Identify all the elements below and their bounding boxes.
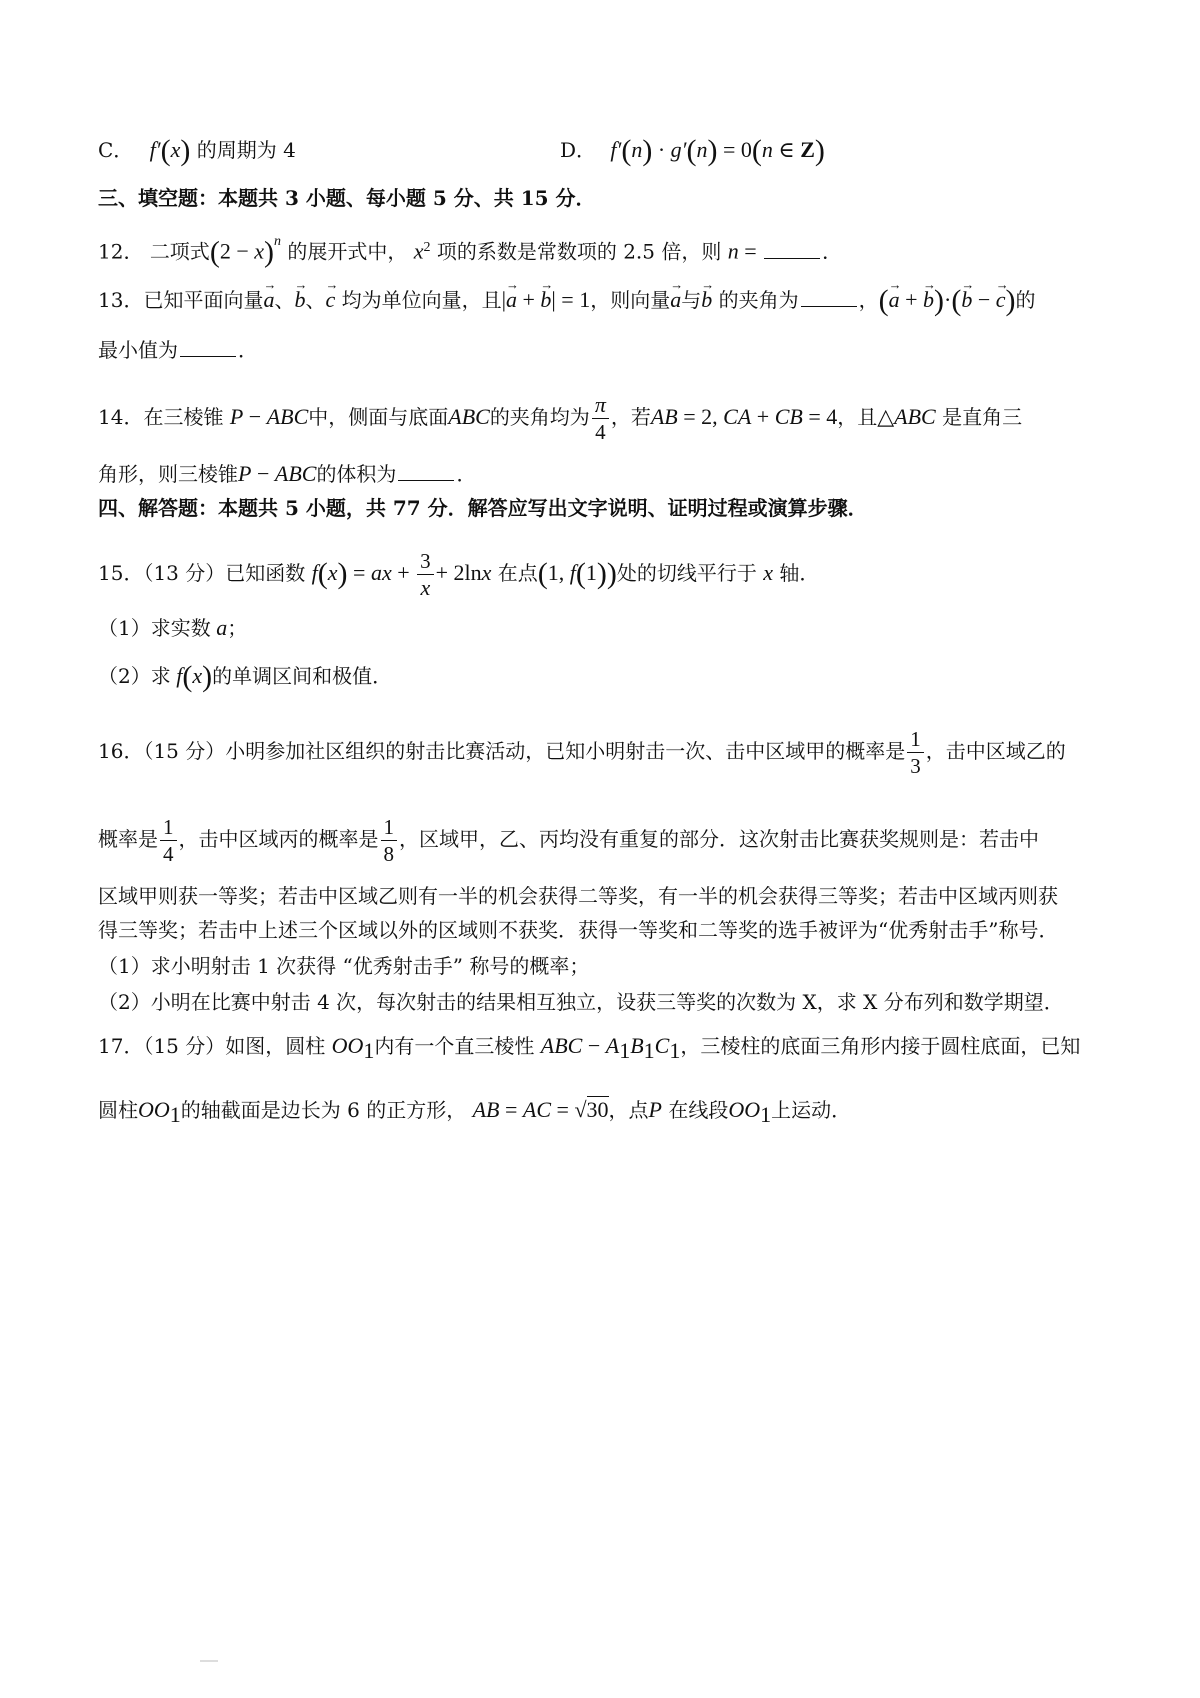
question-number: 15．（13 分） — [98, 561, 226, 585]
options-row: C． f′(x) 的周期为 4 D． f′(n) · g′(n) = 0(n ∈ Z) — [98, 130, 1108, 171]
question-15-part1: （1）求实数 a； — [98, 615, 248, 640]
question-14: 14．在三棱锥 P − ABC中，侧面与底面ABC的夹角均为 $\frac{\pi}{4}$ ，若AB = 2, CA + CB = 4，且△ABC 是直角三 — [98, 392, 1023, 444]
question-17: 17．（15 分）如图，圆柱 $OO_1$内有一个直三棱性 ABC − $A_1B_1C_1$，三棱柱的底面三角形内接于圆柱底面，已知 — [98, 1033, 1081, 1063]
question-number: 14． — [98, 405, 144, 429]
question-13: 13．已知平面向量→ a、→ b、→ c 均为单位向量，且|→ a + → b| = 1，则向量→ a与→ b 的夹角为 ，(→ a + → b)·(→ b − → c)的 — [98, 280, 1108, 321]
question-number: 12． — [98, 239, 144, 264]
option-c-paren: ( — [160, 134, 171, 167]
option-c-label: C． — [98, 138, 134, 162]
answer-blank[interactable] — [801, 288, 857, 307]
question-16-part2: （2）小明在比赛中射击 4 次，每次射击的结果相互独立，设获三等奖的次数为 X，求 X 分布列和数学期望． — [98, 990, 1064, 1014]
question-number: 16．（15 分） — [98, 739, 226, 763]
question-15: 15．（13 分）已知函数 f(x) = ax + $\frac{3}{x}$ + 2lnx 在点(1, f(1))处的切线平行于 x 轴． — [98, 549, 820, 600]
answer-blank[interactable] — [398, 462, 454, 481]
answer-blank[interactable] — [180, 338, 236, 357]
section-4-heading: 四、解答题：本题共 5 小题，共 77 分．解答应写出文字说明、证明过程或演算步骤． — [98, 496, 868, 520]
option-c-text: 的周期为 4 — [196, 138, 296, 162]
question-number: 17．（15 分） — [98, 1034, 226, 1058]
section-3-heading: 三、填空题：本题共 3 小题、每小题 5 分、共 15 分． — [98, 186, 596, 210]
question-16-part1: （1）求小明射击 1 次获得 “优秀射击手” 称号的概率； — [98, 954, 590, 978]
question-15-part2: （2）求 f(x)的单调区间和极值． — [98, 660, 393, 693]
question-number: 13． — [98, 288, 144, 312]
question-14-line2: 角形，则三棱锥P − ABC的体积为 ． — [98, 461, 477, 486]
question-16-line3: 区域甲则获一等奖；若击中区域乙则有一半的机会获得二等奖，有一半的机会获得三等奖；若击中区域丙则获 — [98, 884, 1058, 908]
option-d-label: D． — [560, 138, 597, 162]
option-d: D． f′(n) · g′(n) = 0(n ∈ Z) — [560, 134, 825, 167]
question-16: 16．（15 分）小明参加社区组织的射击比赛活动，已知小明射击一次、击中区域甲的概率是 $\frac{1}{3}$ ，击中区域乙的 — [98, 727, 1066, 778]
question-12: 12． 二项式$(2 - x)^n$ 的展开式中， $x^2$ 项的系数是常数项的 2.5 倍，则 n = ． — [98, 234, 843, 269]
footer-mark — [200, 1660, 218, 1662]
answer-blank[interactable] — [764, 240, 820, 259]
question-16-line2: 概率是 $\frac{1}{4}$ ，击中区域丙的概率是 $\frac{1}{8}$ ，区域甲，乙、丙均没有重复的部分．这次射击比赛获奖规则是：若击中 — [98, 815, 1039, 866]
question-13-line2: 最小值为 ． — [98, 338, 258, 362]
question-16-line4: 得三等奖；若击中上述三个区域以外的区域则不获奖．获得一等奖和二等奖的选手被评为“优秀射击手”称号． — [98, 918, 1059, 942]
question-17-line2: 圆柱$OO_1$的轴截面是边长为 6 的正方形， AB = AC = √30，点P 在线段$OO_1$上运动． — [98, 1097, 852, 1127]
option-c-formula: f′ — [149, 137, 161, 162]
